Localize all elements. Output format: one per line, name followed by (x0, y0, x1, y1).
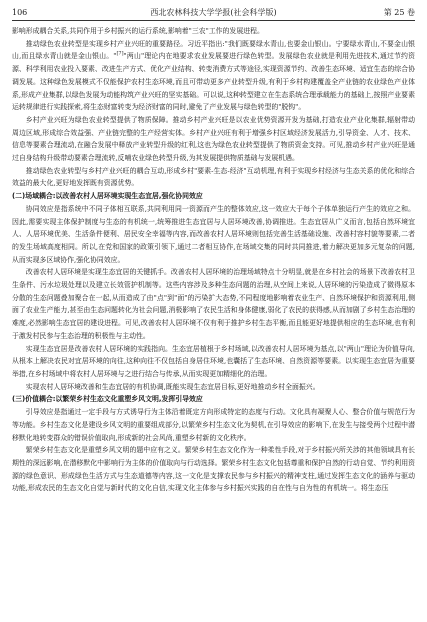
paragraph: 繁荣乡村生态文化是重塑乡风文明的题中应有之义。繁荣乡村生态文化作为一种柔性手段,对于乡村振兴所关涉的其他领域具有长期性的深远影响,在潜移默化中影响行为主体的价值取向与行动选择。繁荣乡村生态文化包括尊重和保护自然的行动自觉、节约利用资源的绿色意识、形成绿色生活方式与生态道德等内容,这一文化是支撑农民参与乡村振兴的精神支柱,通过发挥生态文化的涵养与驱动功能,形成农民的生态文化自觉与新时代的文化自信,实现文化主体参与乡村振兴实践的自在性与自为性的有机统一。将生态压 (12, 446, 415, 493)
citation: [7] (116, 51, 124, 58)
article-body (12, 25, 415, 495)
paragraph: 乡村产业兴旺为绿色农业转型提供了物质保障。推动乡村产业兴旺是以农业优势资源开发为基础,打造农业产业化集群,辐射带动周边区域,形成综合效益强、产业链完整的生产经营实体。乡村产业兴旺有利于增强乡村区域经济发展活力,引导资金、人才、技术、信息等要素合理流动,在融合发展中释放产业转型升级的红利,这也为绿色农业转型提供了物质资金支持。可见,推动乡村产业兴旺是通过自身结构升级带动要素合理流转,反哺农业绿色转型升级,为其发展提供物质基础与发展机遇。 (12, 115, 415, 163)
header-rule (12, 20, 415, 21)
paragraph: 改善农村人居环境是实现生态宜居的关键抓手。改善农村人居环境的治理场域特点十分明显,就是在乡村社会的场景下改善农村卫生条件、污水垃圾处理以及建立长效管护机制等。这些内容涉及多种生态问题的治理,从空间上来说,人居环境的污染造成了微得原本分散的生态问题叠加聚合在一起,从而造成了由"点"到"面"的污染扩大态势,不同程度地影响着农业生产、自然环境保护和资源利用,侧面了农业生产能力,甚至由生态问题转化为社会问题,消极影响了农民生活和身体健康,弱化了农民的获得感,从而加剧了乡村生态治理的难度,必然影响生态宜居的建设进程。可见,改善农村人居环境不仅有利于推护乡村生态平衡,而且能更好地提供相应的生态环境,也有利于激发村民参与生态治理的积极性与主动性。 (12, 268, 415, 340)
paragraph: 实现农村人居环境改善和生态宜居的有机协调,既能实现生态宜居目标,更好地推动乡村全面振兴。 (25, 382, 320, 391)
section-heading: (三)价值耦合:以繁荣乡村生态文化重塑乡风文明,发挥引导效应 (12, 395, 203, 404)
volume-number: 第 25 卷 (383, 8, 415, 17)
paragraph-text: "两山"理论内在地要求农业发展要进行绿色转型。发展绿色农业就是利用先进技术,通过节约资源、科学利用农业投入要素、改进生产方式、优化产业结构、转变消费方式等途径,实现资源节约、改善生态环境、适宜生态的综合协调发展。这种绿色发展模式不仅能保护农村生态环境,而且可带动更多产业转型升级,有利于乡村构建覆盖全产业链的农业绿色产业体系,形成产业集群,以绿色发展为动能构筑产业兴旺的坚实基础。可以说,这种转型建立在生态系统合理承载能力的基础上,按照产业要素运转规律进行实践探索,将生态财富转变为经济财富的同时,避免了产业发展与绿色转型的"脱钩"。 (12, 52, 416, 112)
paragraph: 推动绿色农业转型与乡村产业兴旺的耦合互动,形成乡村"要素-生态-经济"互动机理,有利于实现乡村经济与生态关系的优化和综合效益的最大化,更好地发挥既有资源优势。 (12, 166, 415, 188)
paragraph (12, 38, 415, 114)
running-header (12, 6, 415, 20)
paragraph: 引导效应是指通过一定手段与方式诱导行为主体沿着既定方向形成特定的态度与行动。文化具有凝聚人心、整合价值与规范行为等功能。乡村生态文化是建设乡风文明的重要组成部分,以繁荣乡村生态文化为契机,在引导效应的影响下,在发生与接受两个过程中潜移默化地转变群众的错误价值取向,形成新的社会风尚,重塑乡村新的文化秩序。 (12, 408, 415, 442)
journal-title: 西北农林科技大学学报(社会科学版) (150, 8, 277, 17)
paragraph-text: 推动绿色农业转型是实现乡村产业兴旺的重要路径。习近平指出:"我们既要绿水青山,也要金山银山。宁要绿水青山,不要金山银山,而且绿水青山就是金山银山。" (12, 39, 415, 61)
paragraph: 实现生态宜居是改善农村人居环境的实践指向。生态宜居植根于乡村场域,以改善农村人居环境为基点,以"两山"理论为价值导向,从根本上解决农民对宜居环境的向往,这种向往不仅包括自身居住环境,也囊括了生态环境、自然资源等要素。以实现生态宜居为重要举措,在乡村场域中将农村人居环境与之进行结合与传承,从而实现更加精细化的治理。 (12, 344, 415, 378)
paragraph: 协同效应是指系统中不同子体相互联系,共同利用同一资源而产生的整体效应,这一效应大于每个子体单独运行产生的效应之和。因此,需要实现主体保护制度与生态的有机统一,统筹推进生态宜居与人居环境改善,协调推进。生态宜居从广义而言,包括自然环境宜人、人居环境优美、生活条件便利、居民安全幸福等内容,而改善农村人居环境则包括完善生活基础设施、改善村容村貌等要素,二者的发生场域高度相同。所以,在党和国家的政策引领下,通过二者相互协作,在场域交集的同时共同推进,着力解决更加多元复杂的问题,从而实现多区域协作,强化协同效应。 (12, 204, 415, 264)
section-heading: (二)场域耦合:以改善农村人居环境实现生态宜居,强化协同效应 (12, 192, 203, 201)
paragraph: 影响形成耦合关系,共同作用于乡村振兴的运行系统,影响着"三农"工作的发展进程。 (12, 27, 264, 35)
page-number: 106 (12, 8, 28, 17)
